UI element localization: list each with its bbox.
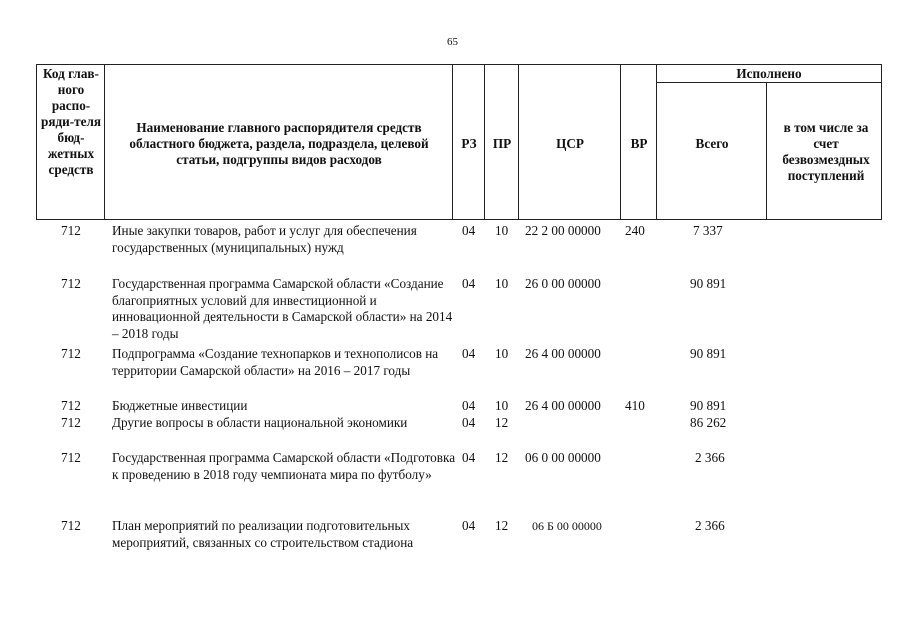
row-name: Иные закупки товаров, работ и услуг для обеспечения государственных (муниципальных) нужд [112, 223, 417, 255]
header-vr: ВР [630, 136, 648, 151]
row-pr: 10 [495, 346, 509, 361]
row-csr: 22 2 00 00000 [525, 223, 601, 238]
row-total: 86 262 [690, 415, 727, 430]
row-rz: 04 [462, 518, 476, 533]
row-pr: 12 [495, 450, 509, 465]
table-header [36, 64, 882, 220]
row-csr: 26 4 00 00000 [525, 346, 601, 361]
row-csr: 06 0 00 00000 [525, 450, 601, 465]
row-rz: 04 [462, 450, 476, 465]
header-name: Наименование главного распорядителя средств областного бюджета, раздела, подраздела, целевой статьи, подгруппы видов расходов [129, 120, 429, 167]
row-total: 2 366 [695, 450, 725, 465]
row-csr: 26 0 00 00000 [525, 276, 601, 291]
row-rz: 04 [462, 346, 476, 361]
page-number: 65 [447, 36, 458, 48]
row-code: 712 [61, 398, 81, 413]
row-csr: 06 Б 00 00000 [532, 519, 602, 533]
row-name: Подпрограмма «Создание технопарков и технополисов на территории Самарской области» на 2016 – 2017 годы [112, 346, 439, 378]
row-code: 712 [61, 450, 81, 465]
row-rz: 04 [462, 415, 476, 430]
header-rz: РЗ [461, 136, 477, 151]
row-code: 712 [61, 346, 81, 361]
row-total: 90 891 [690, 398, 727, 413]
header-pr: ПР [492, 136, 512, 151]
row-total: 2 366 [695, 518, 725, 533]
row-vr: 410 [625, 398, 645, 413]
row-rz: 04 [462, 223, 476, 238]
header-total: Всего [695, 136, 729, 151]
row-pr: 10 [495, 398, 509, 413]
row-code: 712 [61, 518, 81, 533]
row-name: Другие вопросы в области национальной экономики [112, 415, 408, 430]
row-name: Государственная программа Самарской области «Создание благоприятных условий для инвестиционной и инновационной деятельности в Самарской области» на 2014 – 2018 годы [112, 276, 453, 341]
row-code: 712 [61, 276, 81, 291]
row-pr: 12 [495, 415, 509, 430]
row-pr: 10 [495, 276, 509, 291]
header-csr: ЦСР [556, 136, 584, 151]
row-code: 712 [61, 223, 81, 238]
row-code: 712 [61, 415, 81, 430]
row-csr: 26 4 00 00000 [525, 398, 601, 413]
row-name: План мероприятий по реализации подготовительных мероприятий, связанных со строительством стадиона [112, 518, 414, 550]
row-name: Государственная программа Самарской области «Подготовка к проведению в 2018 году чемпионата мира по футболу» [112, 450, 456, 482]
row-name: Бюджетные инвестиции [112, 398, 248, 413]
header-code: Код глав-ного распо-ряди-теля бюд-жетных средств [41, 66, 101, 177]
row-total: 90 891 [690, 276, 727, 291]
row-total: 90 891 [690, 346, 727, 361]
row-rz: 04 [462, 276, 476, 291]
row-total: 7 337 [693, 223, 723, 238]
header-executed: Исполнено [736, 66, 802, 81]
header-gratuitous: в том числе за счет безвозмездных поступлений [782, 120, 870, 183]
row-pr: 12 [495, 518, 509, 533]
row-rz: 04 [462, 398, 476, 413]
row-vr: 240 [625, 223, 645, 238]
row-pr: 10 [495, 223, 509, 238]
